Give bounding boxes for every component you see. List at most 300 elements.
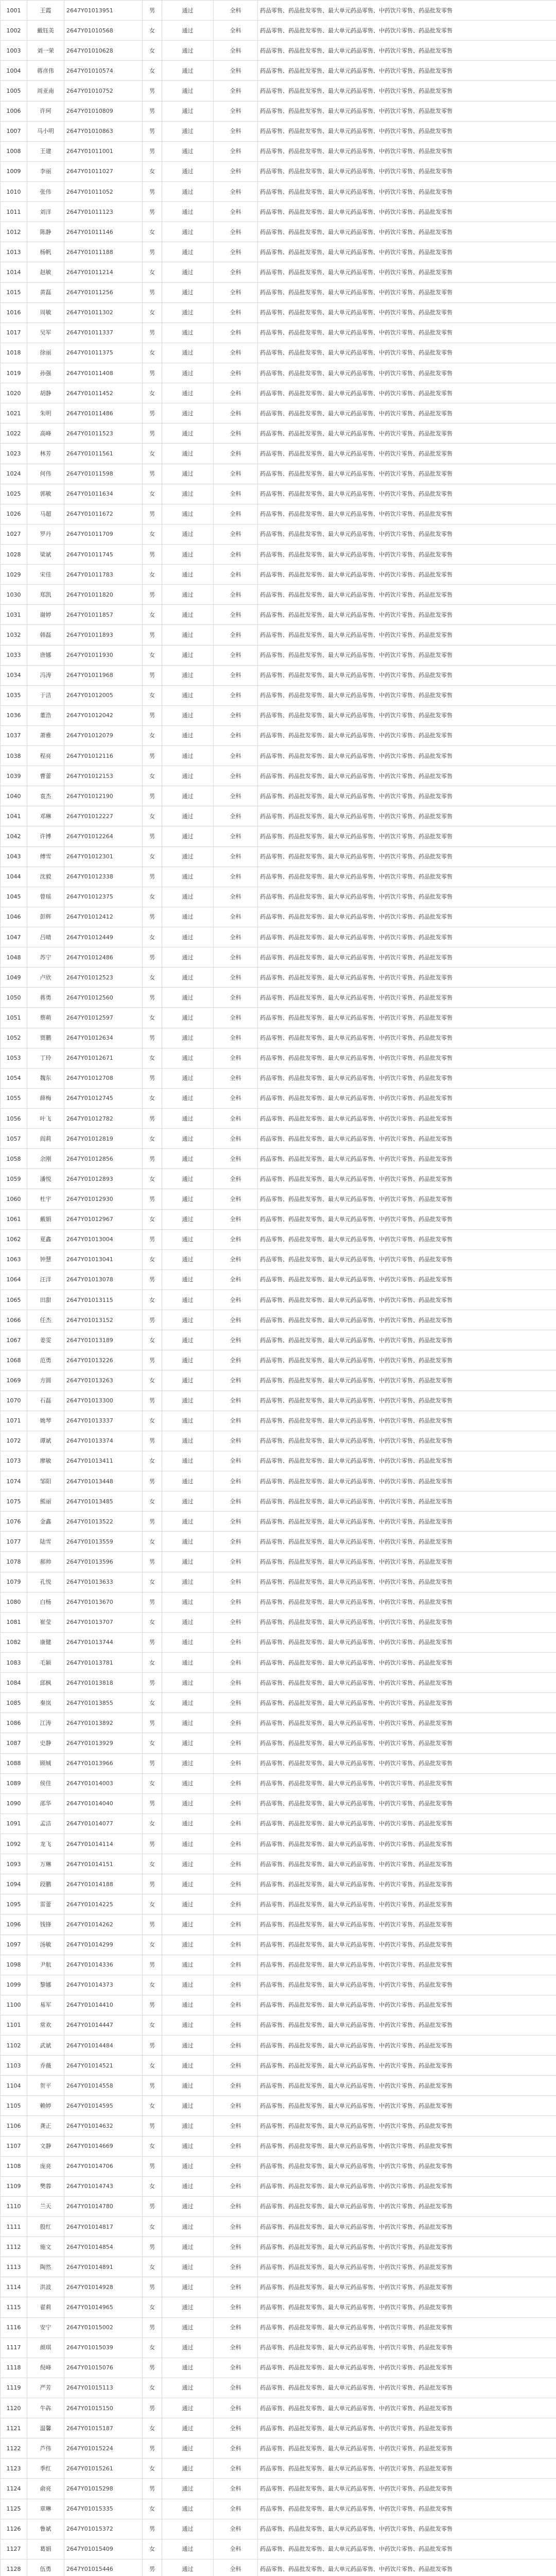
cell-result: 通过 [162,2559,214,2576]
cell-name: 易军 [27,1995,64,2015]
cell-seq: 1088 [1,1753,27,1773]
cell-gender: 女 [143,2539,162,2559]
cell-level: 全科 [214,766,258,786]
table-row [1,1512,556,1532]
cell-gender: 男 [143,101,162,121]
cell-name: 高峰 [27,423,64,444]
cell-scope: 药品零售、药品批发零售、最大单元药品零售、中药饮片零售、药品批发零售 [258,1028,556,1048]
cell-scope: 药品零售、药品批发零售、最大单元药品零售、中药饮片零售、药品批发零售 [258,121,556,141]
cell-level: 全科 [214,725,258,745]
cell-scope: 药品零售、药品批发零售、最大单元药品零售、中药饮片零售、药品批发零售 [258,1532,556,1552]
table-row [1,302,556,323]
cell-scope: 药品零售、药品批发零售、最大单元药品零售、中药饮片零售、药品批发零售 [258,665,556,685]
cell-seq: 1068 [1,1350,27,1370]
cell-gender: 女 [143,1330,162,1350]
table-row [1,242,556,262]
table-row [1,21,556,41]
cell-seq: 1110 [1,2196,27,2216]
cell-id: 2647Y01011820 [64,585,143,605]
cell-result: 通过 [162,1,214,21]
cell-id: 2647Y01014558 [64,2076,143,2096]
cell-gender: 男 [143,907,162,927]
cell-seq: 1030 [1,585,27,605]
cell-result: 通过 [162,1532,214,1552]
cell-id: 2647Y01012782 [64,1109,143,1129]
cell-gender: 男 [143,2398,162,2418]
table-row [1,1370,556,1391]
cell-gender: 女 [143,2096,162,2116]
cell-name: 周敏 [27,302,64,323]
cell-scope: 药品零售、药品批发零售、最大单元药品零售、中药饮片零售、药品批发零售 [258,403,556,423]
cell-result: 通过 [162,1492,214,1512]
cell-gender: 女 [143,2217,162,2237]
cell-id: 2647Y01010574 [64,61,143,81]
cell-level: 全科 [214,2479,258,2499]
cell-level: 全科 [214,61,258,81]
table-row [1,1733,556,1753]
cell-name: 龙飞 [27,1834,64,1854]
cell-id: 2647Y01013004 [64,1229,143,1249]
table-row [1,2196,556,2216]
cell-seq: 1053 [1,1048,27,1068]
cell-level: 全科 [214,1028,258,1048]
cell-id: 2647Y01010628 [64,41,143,61]
cell-seq: 1105 [1,2096,27,2116]
table-row [1,161,556,181]
cell-result: 通过 [162,383,214,403]
cell-seq: 1066 [1,1310,27,1330]
cell-level: 全科 [214,1713,258,1733]
cell-level: 全科 [214,141,258,161]
cell-gender: 女 [143,343,162,363]
cell-result: 通过 [162,1773,214,1793]
cell-name: 胡静 [27,383,64,403]
table-row [1,2277,556,2297]
cell-level: 全科 [214,786,258,806]
cell-gender: 女 [143,1652,162,1672]
table-row [1,1048,556,1068]
cell-id: 2647Y01013189 [64,1330,143,1350]
cell-seq: 1125 [1,2499,27,2519]
cell-id: 2647Y01013929 [64,1733,143,1753]
cell-result: 通过 [162,665,214,685]
table-row [1,121,556,141]
cell-name: 韩磊 [27,625,64,645]
cell-gender: 男 [143,242,162,262]
cell-seq: 1056 [1,1109,27,1129]
cell-level: 全科 [214,2358,258,2378]
cell-result: 通过 [162,343,214,363]
cell-gender: 男 [143,1431,162,1451]
table-row [1,766,556,786]
cell-id: 2647Y01013818 [64,1673,143,1693]
cell-level: 全科 [214,1753,258,1773]
cell-seq: 1090 [1,1793,27,1814]
cell-id: 2647Y01014410 [64,1995,143,2015]
cell-id: 2647Y01011001 [64,141,143,161]
cell-seq: 1070 [1,1391,27,1411]
cell-level: 全科 [214,2015,258,2035]
cell-id: 2647Y01011968 [64,665,143,685]
cell-scope: 药品零售、药品批发零售、最大单元药品零售、中药饮片零售、药品批发零售 [258,1612,556,1632]
cell-name: 孙强 [27,363,64,383]
cell-scope: 药品零售、药品批发零售、最大单元药品零售、中药饮片零售、药品批发零售 [258,2479,556,2499]
table-row [1,585,556,605]
cell-scope: 药品零售、药品批发零售、最大单元药品零售、中药饮片零售、药品批发零售 [258,1814,556,1834]
cell-name: 方圆 [27,1370,64,1391]
cell-gender: 女 [143,2499,162,2519]
cell-gender: 女 [143,1008,162,1028]
cell-name: 袁杰 [27,786,64,806]
cell-seq: 1108 [1,2156,27,2176]
cell-gender: 男 [143,323,162,343]
cell-id: 2647Y01012190 [64,786,143,806]
cell-gender: 女 [143,1814,162,1834]
cell-name: 郑凯 [27,585,64,605]
cell-result: 通过 [162,1572,214,1592]
table-row [1,1874,556,1894]
cell-seq: 1061 [1,1209,27,1229]
cell-gender: 男 [143,625,162,645]
table-row [1,1532,556,1552]
cell-gender: 男 [143,1955,162,1975]
cell-scope: 药品零售、药品批发零售、最大单元药品零售、中药饮片零售、药品批发零售 [258,2156,556,2176]
cell-name: 洪波 [27,2277,64,2297]
cell-name: 顾城 [27,1753,64,1773]
table-row [1,1834,556,1854]
cell-scope: 药品零售、药品批发零售、最大单元药品零售、中药饮片零售、药品批发零售 [258,2499,556,2519]
cell-seq: 1127 [1,2539,27,2559]
cell-level: 全科 [214,222,258,242]
cell-name: 蔡萌 [27,1008,64,1028]
cell-result: 通过 [162,1068,214,1088]
cell-result: 通过 [162,1169,214,1189]
table-row [1,1008,556,1028]
cell-scope: 药品零售、药品批发零售、最大单元药品零售、中药饮片零售、药品批发零售 [258,282,556,302]
cell-name: 叶飞 [27,1109,64,1129]
table-row [1,1955,556,1975]
cell-seq: 1097 [1,1935,27,1955]
cell-gender: 男 [143,1552,162,1572]
cell-result: 通过 [162,1149,214,1169]
cell-result: 通过 [162,1269,214,1290]
cell-id: 2647Y01015409 [64,2539,143,2559]
cell-level: 全科 [214,1189,258,1209]
cell-id: 2647Y01013781 [64,1652,143,1672]
cell-id: 2647Y01014262 [64,1914,143,1935]
cell-name: 黎娜 [27,1975,64,1995]
cell-scope: 药品零售、药品批发零售、最大单元药品零售、中药饮片零售、药品批发零售 [258,2559,556,2576]
cell-scope: 药品零售、药品批发零售、最大单元药品零售、中药饮片零售、药品批发零售 [258,1592,556,1612]
cell-id: 2647Y01012264 [64,826,143,846]
cell-gender: 男 [143,1834,162,1854]
cell-level: 全科 [214,1652,258,1672]
cell-gender: 男 [143,1,162,21]
cell-level: 全科 [214,645,258,665]
table-row [1,1612,556,1632]
cell-gender: 男 [143,2479,162,2499]
cell-level: 全科 [214,867,258,887]
cell-level: 全科 [214,403,258,423]
table-row [1,1753,556,1773]
cell-name: 龚正 [27,2116,64,2136]
cell-seq: 1082 [1,1632,27,1652]
table-row [1,1854,556,1874]
cell-result: 通过 [162,1793,214,1814]
cell-name: 彭辉 [27,907,64,927]
cell-name: 葛娟 [27,2539,64,2559]
cell-id: 2647Y01012338 [64,867,143,887]
cell-id: 2647Y01015372 [64,2519,143,2539]
cell-result: 通过 [162,2096,214,2116]
cell-scope: 药品零售、药品批发零售、最大单元药品零售、中药饮片零售、药品批发零售 [258,1008,556,1028]
cell-name: 马超 [27,504,64,524]
cell-gender: 男 [143,1109,162,1129]
cell-gender: 男 [143,1512,162,1532]
table-row [1,1632,556,1652]
cell-gender: 男 [143,141,162,161]
cell-level: 全科 [214,2136,258,2156]
cell-level: 全科 [214,1411,258,1431]
cell-scope: 药品零售、药品批发零售、最大单元药品零售、中药饮片零售、药品批发零售 [258,1229,556,1249]
table-row [1,927,556,947]
table-row [1,2337,556,2358]
cell-gender: 男 [143,867,162,887]
cell-level: 全科 [214,343,258,363]
table-row [1,444,556,464]
cell-seq: 1094 [1,1874,27,1894]
cell-scope: 药品零售、药品批发零售、最大单元药品零售、中药饮片零售、药品批发零售 [258,323,556,343]
cell-scope: 药品零售、药品批发零售、最大单元药品零售、中药饮片零售、药品批发零售 [258,2539,556,2559]
cell-seq: 1074 [1,1471,27,1491]
cell-seq: 1112 [1,2237,27,2257]
table-row [1,625,556,645]
cell-seq: 1101 [1,2015,27,2035]
cell-gender: 男 [143,1310,162,1330]
cell-result: 通过 [162,1673,214,1693]
cell-scope: 药品零售、药品批发零售、最大单元药品零售、中药饮片零售、药品批发零售 [258,988,556,1008]
cell-name: 施文 [27,2237,64,2257]
table-row [1,645,556,665]
cell-id: 2647Y01014928 [64,2277,143,2297]
cell-scope: 药品零售、药品批发零售、最大单元药品零售、中药饮片零售、药品批发零售 [258,242,556,262]
cell-scope: 药品零售、药品批发零售、最大单元药品零售、中药饮片零售、药品批发零售 [258,2317,556,2337]
cell-name: 任杰 [27,1310,64,1330]
table-row [1,2317,556,2337]
cell-gender: 女 [143,927,162,947]
cell-gender: 女 [143,846,162,867]
cell-seq: 1126 [1,2519,27,2539]
cell-scope: 药品零售、药品批发零售、最大单元药品零售、中药饮片零售、药品批发零售 [258,504,556,524]
cell-id: 2647Y01012412 [64,907,143,927]
cell-id: 2647Y01012856 [64,1149,143,1169]
cell-id: 2647Y01014114 [64,1834,143,1854]
cell-result: 通过 [162,2539,214,2559]
cell-seq: 1080 [1,1592,27,1612]
cell-id: 2647Y01013263 [64,1370,143,1391]
cell-scope: 药品零售、药品批发零售、最大单元药品零售、中药饮片零售、药品批发零售 [258,1269,556,1290]
cell-id: 2647Y01011256 [64,282,143,302]
cell-result: 通过 [162,1713,214,1733]
cell-seq: 1060 [1,1189,27,1209]
cell-result: 通过 [162,766,214,786]
cell-id: 2647Y01015039 [64,2337,143,2358]
cell-name: 殷红 [27,2217,64,2237]
table-row [1,61,556,81]
cell-gender: 女 [143,1572,162,1592]
cell-scope: 药品零售、药品批发零售、最大单元药品零售、中药饮片零售、药品批发零售 [258,1451,556,1471]
cell-name: 邱枫 [27,1673,64,1693]
cell-id: 2647Y01015187 [64,2418,143,2438]
cell-seq: 1121 [1,2418,27,2438]
cell-gender: 男 [143,121,162,141]
cell-gender: 女 [143,1411,162,1431]
cell-scope: 药品零售、药品批发零售、最大单元药品零售、中药饮片零售、药品批发零售 [258,2438,556,2459]
cell-level: 全科 [214,2438,258,2459]
cell-name: 贾鹏 [27,1028,64,1048]
cell-scope: 药品零售、药品批发零售、最大单元药品零售、中药饮片零售、药品批发零售 [258,2418,556,2438]
table-row [1,222,556,242]
cell-level: 全科 [214,464,258,484]
cell-scope: 药品零售、药品批发零售、最大单元药品零售、中药饮片零售、药品批发零售 [258,2237,556,2257]
cell-id: 2647Y01011598 [64,464,143,484]
cell-name: 梁斌 [27,544,64,564]
cell-name: 熊丽 [27,1492,64,1512]
cell-seq: 1051 [1,1008,27,1028]
table-row [1,1552,556,1572]
cell-result: 通过 [162,1229,214,1249]
cell-name: 蒋彦伟 [27,61,64,81]
cell-gender: 女 [143,1451,162,1471]
table-row [1,1814,556,1834]
cell-result: 通过 [162,202,214,222]
cell-scope: 药品零售、药品批发零售、最大单元药品零售、中药饮片零售、药品批发零售 [258,1249,556,1269]
cell-name: 潘悦 [27,1169,64,1189]
cell-level: 全科 [214,2539,258,2559]
cell-level: 全科 [214,826,258,846]
cell-id: 2647Y01012153 [64,766,143,786]
cell-result: 通过 [162,2116,214,2136]
cell-result: 通过 [162,363,214,383]
cell-result: 通过 [162,1471,214,1491]
cell-gender: 男 [143,1793,162,1814]
table-row [1,1894,556,1914]
cell-result: 通过 [162,2418,214,2438]
cell-scope: 药品零售、药品批发零售、最大单元药品零售、中药饮片零售、药品批发零售 [258,2116,556,2136]
cell-seq: 1103 [1,2056,27,2076]
cell-id: 2647Y01011452 [64,383,143,403]
cell-name: 邓琳 [27,806,64,826]
cell-scope: 药品零售、药品批发零售、最大单元药品零售、中药饮片零售、药品批发零售 [258,161,556,181]
table-row [1,524,556,544]
cell-name: 姚琴 [27,1411,64,1431]
cell-scope: 药品零售、药品批发零售、最大单元药品零售、中药饮片零售、药品批发零售 [258,766,556,786]
cell-gender: 男 [143,2237,162,2257]
cell-scope: 药品零售、药品批发零售、最大单元药品零售、中药饮片零售、药品批发零售 [258,181,556,201]
cell-result: 通过 [162,1753,214,1773]
cell-level: 全科 [214,504,258,524]
cell-result: 通过 [162,1693,214,1713]
cell-id: 2647Y01012116 [64,746,143,766]
cell-id: 2647Y01011188 [64,242,143,262]
cell-gender: 女 [143,444,162,464]
cell-level: 全科 [214,1149,258,1169]
table-row [1,1330,556,1350]
cell-name: 章琳 [27,2499,64,2519]
cell-scope: 药品零售、药品批发零售、最大单元药品零售、中药饮片零售、药品批发零售 [258,947,556,968]
cell-id: 2647Y01014632 [64,2116,143,2136]
cell-result: 通过 [162,323,214,343]
cell-result: 通过 [162,988,214,1008]
cell-level: 全科 [214,242,258,262]
cell-scope: 药品零售、药品批发零售、最大单元药品零售、中药饮片零售、药品批发零售 [258,1572,556,1592]
cell-id: 2647Y01013337 [64,1411,143,1431]
cell-gender: 女 [143,161,162,181]
cell-name: 孟洁 [27,1814,64,1834]
cell-seq: 1012 [1,222,27,242]
cell-level: 全科 [214,2378,258,2398]
cell-name: 黄磊 [27,282,64,302]
cell-result: 通过 [162,242,214,262]
cell-result: 通过 [162,725,214,745]
cell-seq: 1024 [1,464,27,484]
cell-scope: 药品零售、药品批发零售、最大单元药品零售、中药饮片零售、药品批发零售 [258,2337,556,2358]
cell-seq: 1085 [1,1693,27,1713]
table-row [1,2237,556,2257]
table-row [1,1975,556,1995]
cell-seq: 1050 [1,988,27,1008]
cell-level: 全科 [214,1894,258,1914]
cell-level: 全科 [214,1249,258,1269]
cell-id: 2647Y01014817 [64,2217,143,2237]
cell-level: 全科 [214,1269,258,1290]
cell-name: 罗丹 [27,524,64,544]
cell-seq: 1031 [1,605,27,625]
cell-result: 通过 [162,1592,214,1612]
cell-level: 全科 [214,1814,258,1834]
cell-gender: 女 [143,806,162,826]
cell-level: 全科 [214,484,258,504]
cell-name: 赖婷 [27,2096,64,2116]
table-row [1,947,556,968]
cell-gender: 男 [143,2559,162,2576]
cell-level: 全科 [214,1471,258,1491]
table-row [1,2559,556,2576]
cell-id: 2647Y01012634 [64,1028,143,1048]
cell-gender: 女 [143,41,162,61]
cell-result: 通过 [162,302,214,323]
table-row [1,1,556,21]
cell-seq: 1114 [1,2277,27,2297]
cell-name: 卢欣 [27,968,64,988]
cell-id: 2647Y01012930 [64,1189,143,1209]
cell-name: 秦岚 [27,1693,64,1713]
cell-level: 全科 [214,2176,258,2196]
cell-level: 全科 [214,1088,258,1108]
cell-seq: 1081 [1,1612,27,1632]
cell-level: 全科 [214,1793,258,1814]
cell-name: 许博 [27,826,64,846]
table-row [1,2297,556,2317]
cell-level: 全科 [214,565,258,585]
cell-id: 2647Y01013374 [64,1431,143,1451]
cell-result: 通过 [162,2076,214,2096]
cell-name: 宋佳 [27,565,64,585]
cell-gender: 男 [143,1753,162,1773]
table-row [1,846,556,867]
cell-id: 2647Y01012708 [64,1068,143,1088]
table-row [1,1149,556,1169]
